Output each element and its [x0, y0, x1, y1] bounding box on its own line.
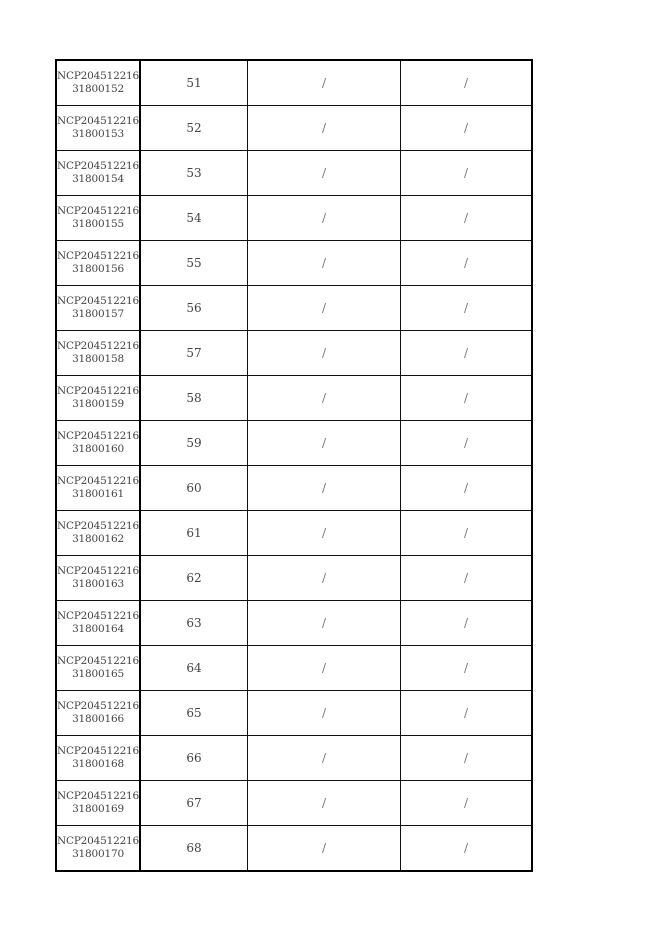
sequence-number-cell: 65 [140, 691, 248, 736]
sample-code-part-2: 31800164 [72, 623, 124, 635]
sequence-number-cell: 53 [140, 151, 248, 196]
sample-code-part-2: 31800155 [72, 218, 124, 230]
sample-code-part-2: 31800158 [72, 353, 124, 365]
sample-code-part-1: NCP204512216 [57, 160, 140, 172]
sample-code-part-1: NCP204512216 [57, 565, 140, 577]
sample-code-part-1: NCP204512216 [57, 610, 140, 622]
sample-code-cell [56, 781, 140, 826]
empty-value-cell: / [401, 331, 533, 376]
empty-value-cell: / [401, 601, 533, 646]
empty-value-cell: / [248, 241, 401, 286]
sequence-number-cell: 68 [140, 826, 248, 872]
table-row [56, 691, 532, 736]
sample-code-part-2: 31800154 [72, 173, 124, 185]
sample-code-cell [56, 331, 140, 376]
sample-code-part-1: NCP204512216 [57, 70, 140, 82]
sample-code-part-2: 31800159 [72, 398, 124, 410]
table-row [56, 106, 532, 151]
empty-value-cell: / [401, 60, 533, 106]
sample-code-cell [56, 556, 140, 601]
sample-code-part-2: 31800161 [72, 488, 124, 500]
empty-value-cell: / [401, 376, 533, 421]
sequence-number-cell: 54 [140, 196, 248, 241]
sample-code-part-1: NCP204512216 [57, 700, 140, 712]
sample-code-part-2: 31800170 [72, 848, 124, 860]
table-row [56, 646, 532, 691]
sample-code-part-1: NCP204512216 [57, 655, 140, 667]
empty-value-cell: / [248, 196, 401, 241]
sample-code-cell [56, 511, 140, 556]
sample-code-cell [56, 106, 140, 151]
empty-value-cell: / [248, 511, 401, 556]
table-row [56, 826, 532, 872]
sample-code-part-2: 31800152 [72, 83, 124, 95]
sample-code-part-1: NCP204512216 [57, 205, 140, 217]
sample-code-part-2: 31800157 [72, 308, 124, 320]
sample-code-part-1: NCP204512216 [57, 385, 140, 397]
sequence-number-cell: 57 [140, 331, 248, 376]
sample-code-part-2: 31800165 [72, 668, 124, 680]
sample-code-cell [56, 646, 140, 691]
sample-table-page [55, 59, 533, 872]
sample-code-part-2: 31800153 [72, 128, 124, 140]
sample-code-cell [56, 826, 140, 872]
table-row [56, 196, 532, 241]
empty-value-cell: / [248, 466, 401, 511]
sample-code-cell [56, 151, 140, 196]
table-row [56, 241, 532, 286]
empty-value-cell: / [401, 781, 533, 826]
sequence-number-cell: 67 [140, 781, 248, 826]
empty-value-cell: / [248, 781, 401, 826]
table-row [56, 601, 532, 646]
table-row [56, 286, 532, 331]
sample-code-cell [56, 60, 140, 106]
sample-code-part-1: NCP204512216 [57, 250, 140, 262]
empty-value-cell: / [248, 736, 401, 781]
empty-value-cell: / [401, 556, 533, 601]
empty-value-cell: / [248, 151, 401, 196]
sample-code-part-2: 31800166 [72, 713, 124, 725]
sequence-number-cell: 58 [140, 376, 248, 421]
empty-value-cell: / [401, 286, 533, 331]
empty-value-cell: / [248, 286, 401, 331]
table-row [56, 466, 532, 511]
sequence-number-cell: 56 [140, 286, 248, 331]
empty-value-cell: / [248, 106, 401, 151]
table-row [56, 376, 532, 421]
sample-table-body [56, 60, 532, 871]
table-row [56, 781, 532, 826]
table-row [56, 60, 532, 106]
sample-code-part-2: 31800156 [72, 263, 124, 275]
sample-code-part-1: NCP204512216 [57, 295, 140, 307]
sample-code-cell [56, 286, 140, 331]
sample-code-part-2: 31800169 [72, 803, 124, 815]
empty-value-cell: / [248, 646, 401, 691]
sample-code-cell [56, 691, 140, 736]
empty-value-cell: / [401, 241, 533, 286]
sample-code-part-2: 31800163 [72, 578, 124, 590]
sequence-number-cell: 60 [140, 466, 248, 511]
sample-table [55, 59, 533, 872]
table-row [56, 511, 532, 556]
sequence-number-cell: 62 [140, 556, 248, 601]
sample-code-part-2: 31800160 [72, 443, 124, 455]
empty-value-cell: / [401, 466, 533, 511]
sequence-number-cell: 63 [140, 601, 248, 646]
sequence-number-cell: 52 [140, 106, 248, 151]
empty-value-cell: / [248, 691, 401, 736]
empty-value-cell: / [248, 376, 401, 421]
sample-code-cell [56, 466, 140, 511]
sample-code-cell [56, 421, 140, 466]
sample-code-cell [56, 601, 140, 646]
table-row [56, 421, 532, 466]
sample-code-cell [56, 376, 140, 421]
empty-value-cell: / [401, 106, 533, 151]
sample-code-part-1: NCP204512216 [57, 475, 140, 487]
empty-value-cell: / [401, 646, 533, 691]
empty-value-cell: / [401, 196, 533, 241]
sample-code-part-1: NCP204512216 [57, 115, 140, 127]
empty-value-cell: / [401, 736, 533, 781]
empty-value-cell: / [248, 556, 401, 601]
sample-code-cell [56, 196, 140, 241]
sequence-number-cell: 64 [140, 646, 248, 691]
empty-value-cell: / [401, 151, 533, 196]
empty-value-cell: / [401, 826, 533, 872]
sample-code-cell [56, 736, 140, 781]
sample-code-part-1: NCP204512216 [57, 745, 140, 757]
sample-code-part-2: 31800168 [72, 758, 124, 770]
sequence-number-cell: 66 [140, 736, 248, 781]
table-row [56, 556, 532, 601]
empty-value-cell: / [248, 601, 401, 646]
sample-code-part-2: 31800162 [72, 533, 124, 545]
sample-code-part-1: NCP204512216 [57, 835, 140, 847]
empty-value-cell: / [401, 421, 533, 466]
sequence-number-cell: 51 [140, 60, 248, 106]
sample-code-part-1: NCP204512216 [57, 340, 140, 352]
sample-code-cell [56, 241, 140, 286]
empty-value-cell: / [248, 60, 401, 106]
sequence-number-cell: 61 [140, 511, 248, 556]
sequence-number-cell: 59 [140, 421, 248, 466]
sample-code-part-1: NCP204512216 [57, 520, 140, 532]
empty-value-cell: / [248, 331, 401, 376]
sample-code-part-1: NCP204512216 [57, 430, 140, 442]
table-row [56, 331, 532, 376]
table-row [56, 151, 532, 196]
empty-value-cell: / [248, 826, 401, 872]
empty-value-cell: / [248, 421, 401, 466]
table-row [56, 736, 532, 781]
empty-value-cell: / [401, 511, 533, 556]
sequence-number-cell: 55 [140, 241, 248, 286]
empty-value-cell: / [401, 691, 533, 736]
sample-code-part-1: NCP204512216 [57, 790, 140, 802]
